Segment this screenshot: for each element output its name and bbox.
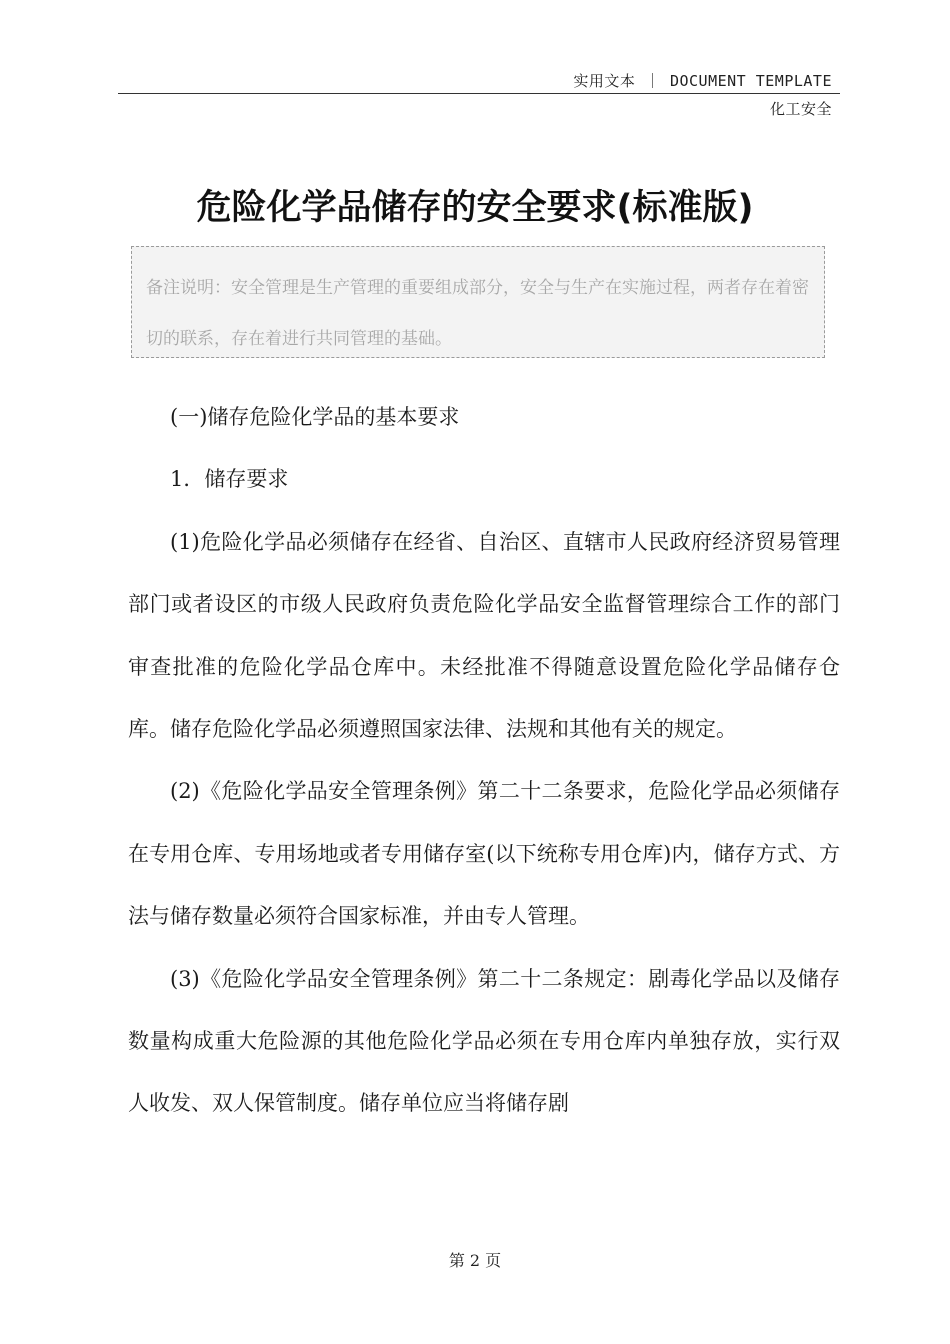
body-paragraph: (2)《危险化学品安全管理条例》第二十二条要求，危险化学品必须储存在专用仓库、专用场地或者专用储存室(以下统称专用仓库)内，储存方式、方法与储存数量必须符合国家标准，并由专人管理。 bbox=[128, 779, 840, 929]
section-heading: (一)储存危险化学品的基本要求 bbox=[170, 405, 460, 429]
header-category: 化工安全 bbox=[769, 100, 832, 118]
document-title: 危险化学品储存的安全要求(标准版) bbox=[196, 188, 754, 228]
page-number: 第 2 页 bbox=[448, 1251, 502, 1270]
document-body bbox=[128, 386, 840, 1135]
subsection-heading: 1．储存要求 bbox=[170, 467, 289, 492]
note-text: 备注说明：安全管理是生产管理的重要组成部分，安全与生产在实施过程，两者存在着密切的联系，存在着进行共同管理的基础。 bbox=[146, 278, 809, 349]
header-document-template: 实用文本 ｜ DOCUMENT TEMPLATE bbox=[573, 72, 832, 90]
body-paragraph: (1)危险化学品必须储存在经省、自治区、直辖市人民政府经济贸易管理部门或者设区的市级人民政府负责危险化学品安全监督管理综合工作的部门审查批准的危险化学品仓库中。未经批准不得随意设置危险化学品储存仓库。储存危险化学品必须遵照国家法律、法规和其他有关的规定。 bbox=[128, 529, 840, 742]
header-divider bbox=[118, 93, 840, 94]
body-paragraph: (3)《危险化学品安全管理条例》第二十二条规定：剧毒化学品以及储存数量构成重大危险源的其他危险化学品必须在专用仓库内单独存放，实行双人收发、双人保管制度。储存单位应当将储存剧 bbox=[128, 966, 840, 1116]
note-box bbox=[131, 246, 825, 358]
